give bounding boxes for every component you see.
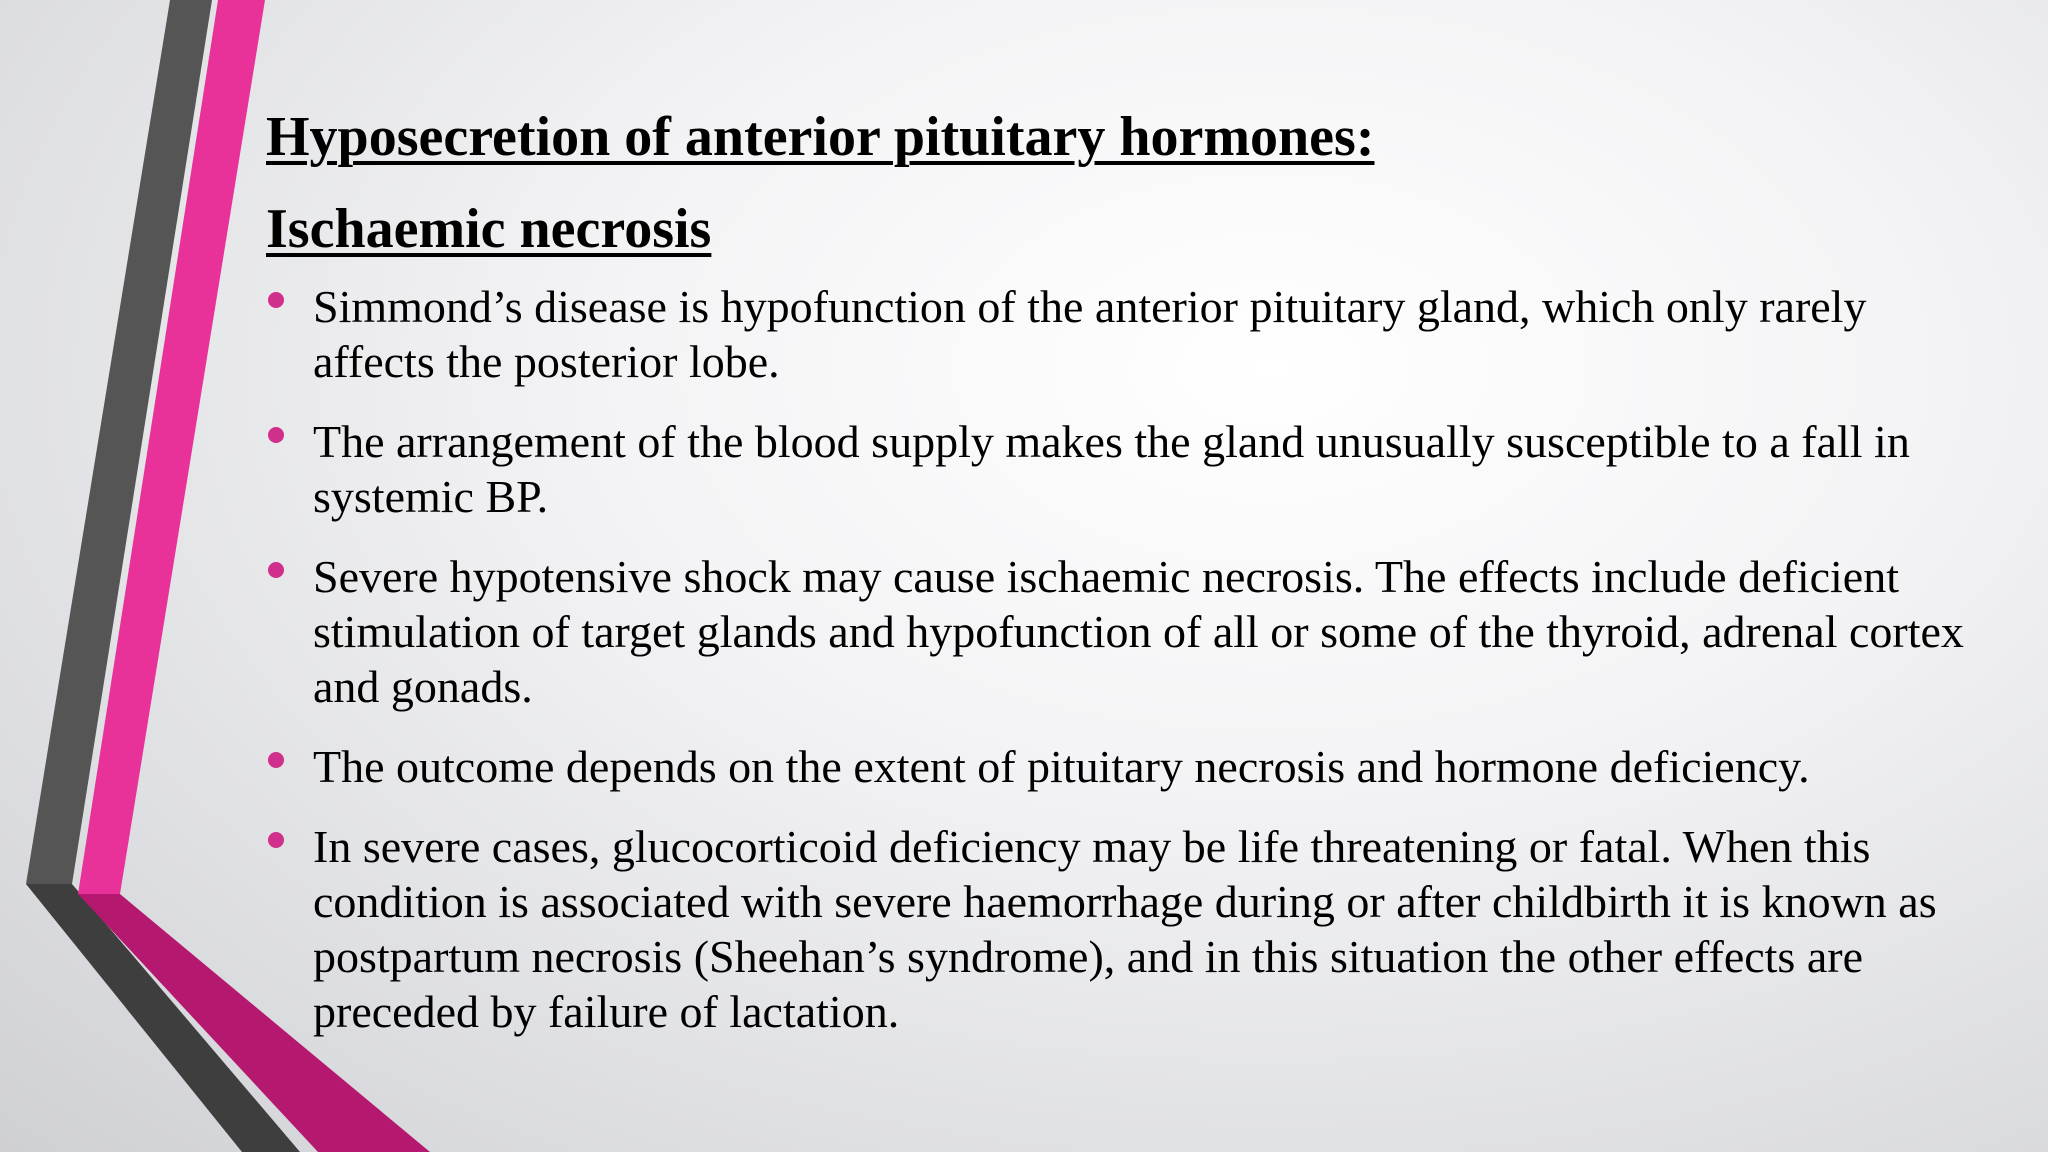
bullet-dot-icon	[268, 292, 284, 308]
slide-content	[266, 105, 1986, 1064]
bullet-text: In severe cases, glucocorticoid deficiency may be life threatening or fatal. When this condition is associated with severe haemorrhage during or after childbirth it is known as postpartum necrosis (Sheehan’s syndrome), and in this situation the other effects are preceded by failure of lactation.	[313, 821, 1937, 1037]
bullet-dot-icon	[268, 752, 284, 768]
bullet-text: The arrangement of the blood supply makes the gland unusually susceptible to a fall in systemic BP.	[313, 416, 1910, 522]
bullet-list	[266, 279, 1986, 1039]
bullet-text: Severe hypotensive shock may cause ischaemic necrosis. The effects include deficient stimulation of target glands and hypofunction of all or some of the thyroid, adrenal cortex and gonads.	[313, 551, 1964, 712]
slide-title: Hyposecretion of anterior pituitary hormones:	[266, 106, 1375, 168]
bullet-item	[266, 739, 1993, 794]
bullet-text: Simmond’s disease is hypofunction of the anterior pituitary gland, which only rarely affects the posterior lobe.	[313, 281, 1867, 387]
bullet-item	[266, 279, 1993, 389]
bullet-item	[266, 549, 1993, 714]
bullet-dot-icon	[268, 562, 284, 578]
slide-subtitle: Ischaemic necrosis	[266, 198, 712, 260]
bullet-dot-icon	[268, 427, 284, 443]
bullet-text: The outcome depends on the extent of pituitary necrosis and hormone deficiency.	[313, 741, 1810, 792]
bullet-item	[266, 819, 1993, 1039]
bullet-dot-icon	[268, 832, 284, 848]
bullet-item	[266, 414, 1993, 524]
